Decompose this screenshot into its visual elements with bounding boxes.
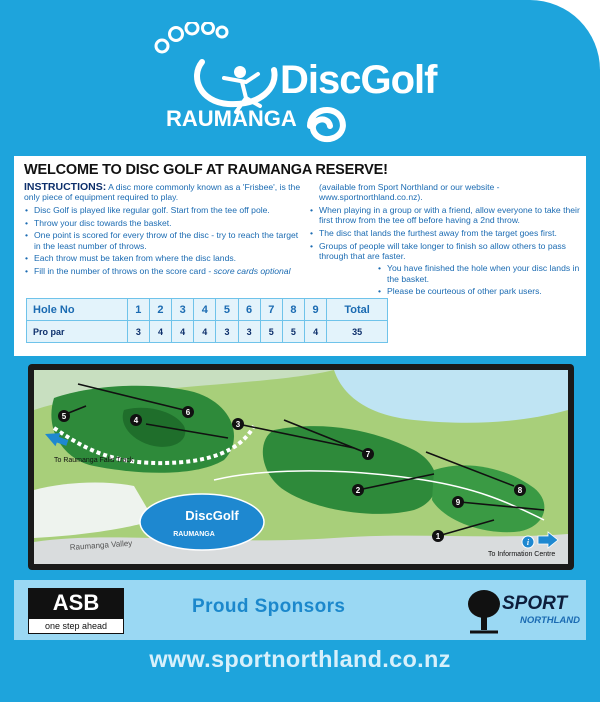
course-map-drawing [34, 370, 568, 564]
score-card-availability: (available from Sport Northland or our website - www.sportnorthland.co.nz). [319, 182, 500, 203]
hole-header: 3 [172, 299, 194, 321]
svg-text:1: 1 [435, 532, 441, 541]
total-header: Total [327, 299, 388, 321]
logo-subtitle: RAUMANGA [166, 106, 297, 131]
hole-marker-8 [514, 484, 526, 496]
score-table-header-row [27, 299, 388, 321]
instruction-item: • One point is scored for every throw of the disc - try to reach the target in the least number of throws. [24, 230, 302, 250]
falls-track-label: To Raumanga Falls Track [54, 457, 134, 464]
score-card-table [26, 298, 388, 343]
par-cell: 4 [172, 321, 194, 343]
par-cell: 4 [149, 321, 171, 343]
hole-header: 5 [216, 299, 238, 321]
welcome-heading: WELCOME TO DISC GOLF AT RAUMANGA RESERVE! [24, 162, 388, 178]
sport-word: SPORT [502, 593, 568, 614]
website-url: www.sportnorthland.co.nz [149, 646, 451, 672]
instructions-right-column [309, 182, 581, 297]
northland-word: NORTHLAND [520, 615, 580, 626]
pro-par-row [27, 321, 388, 343]
svg-text:9: 9 [455, 498, 461, 507]
instruction-item: • Throw your disc towards the basket. [24, 218, 302, 228]
svg-text:3: 3 [235, 420, 241, 429]
hole-no-header: Hole No [27, 299, 128, 321]
par-cell: 3 [127, 321, 149, 343]
hole-header: 9 [305, 299, 327, 321]
score-card-optional: score cards optional [213, 265, 291, 276]
sponsors-title: Proud Sponsors [192, 596, 346, 617]
instruction-item: • The disc that lands the furthest away from the target goes first. [309, 228, 581, 238]
svg-text:4: 4 [133, 416, 139, 425]
info-panel [14, 156, 586, 356]
par-cell: 5 [282, 321, 304, 343]
instructions-label: INSTRUCTIONS: [24, 181, 107, 193]
instructions-list-left [24, 205, 302, 276]
hole-marker-6 [182, 406, 194, 418]
hole-header: 6 [238, 299, 260, 321]
info-icon-glyph: i [526, 538, 530, 547]
instructions-intro-text: A disc more commonly known as a 'Frisbee', is the only piece of equipment required to play. [24, 182, 301, 203]
sponsors-bar [14, 580, 586, 640]
sport-northland-logo [462, 586, 580, 636]
par-cell: 4 [305, 321, 327, 343]
total-par-cell: 35 [327, 321, 388, 343]
instructions-intro [24, 182, 302, 202]
instruction-item: • Groups of people will take longer to finish so allow others to pass through that are faster. [309, 241, 581, 261]
hole-header: 7 [260, 299, 282, 321]
course-map [28, 364, 574, 570]
asb-tagline: one step ahead [28, 618, 124, 634]
svg-text:8: 8 [517, 486, 523, 495]
map-logo-subtitle: RAUMANGA [173, 531, 215, 538]
instruction-item: • You have finished the hole when your disc lands in the basket. [377, 263, 581, 283]
instruction-item: • Disc Golf is played like regular golf. Start from the tee off pole. [24, 205, 302, 215]
hole-header: 4 [194, 299, 216, 321]
asb-logo [28, 588, 124, 634]
par-cell: 3 [216, 321, 238, 343]
hole-marker-1 [432, 530, 444, 542]
hole-header: 1 [127, 299, 149, 321]
instructions-left-column [24, 182, 302, 276]
score-card-instruction: Fill in the number of throws on the score card - [34, 265, 214, 276]
hole-header: 2 [149, 299, 171, 321]
asb-name: ASB [28, 588, 124, 618]
hole-marker-3 [232, 418, 244, 430]
hole-header: 8 [282, 299, 304, 321]
svg-text:6: 6 [185, 408, 191, 417]
instructions-list-right [309, 205, 581, 261]
par-cell: 4 [194, 321, 216, 343]
hole-marker-4 [130, 414, 142, 426]
par-cell: 5 [260, 321, 282, 343]
instruction-item: • Each throw must be taken from where the disc lands. [24, 253, 302, 263]
map-logo-title: DiscGolf [185, 508, 239, 523]
svg-text:2: 2 [355, 486, 361, 495]
instruction-item [24, 266, 302, 276]
pro-par-label: Pro par [27, 321, 128, 343]
hole-marker-2 [352, 484, 364, 496]
logo-title: DiscGolf [280, 58, 437, 102]
disc-golf-logo [150, 22, 470, 152]
hole-marker-7 [362, 448, 374, 460]
instruction-item: • When playing in a group or with a friend, allow everyone to take their first throw from the tee off before having a 2nd throw. [309, 205, 581, 225]
instruction-item: • Please be courteous of other park users. [377, 286, 581, 296]
svg-text:5: 5 [61, 412, 67, 421]
valley-road-label: Raumanga Valley [69, 538, 133, 552]
hole-marker-5 [58, 410, 70, 422]
instructions-sublist [309, 263, 581, 296]
hole-marker-9 [452, 496, 464, 508]
tree-icon [466, 588, 502, 634]
info-centre-label: To Information Centre [488, 551, 556, 558]
par-cell: 3 [238, 321, 260, 343]
svg-text:7: 7 [365, 450, 371, 459]
